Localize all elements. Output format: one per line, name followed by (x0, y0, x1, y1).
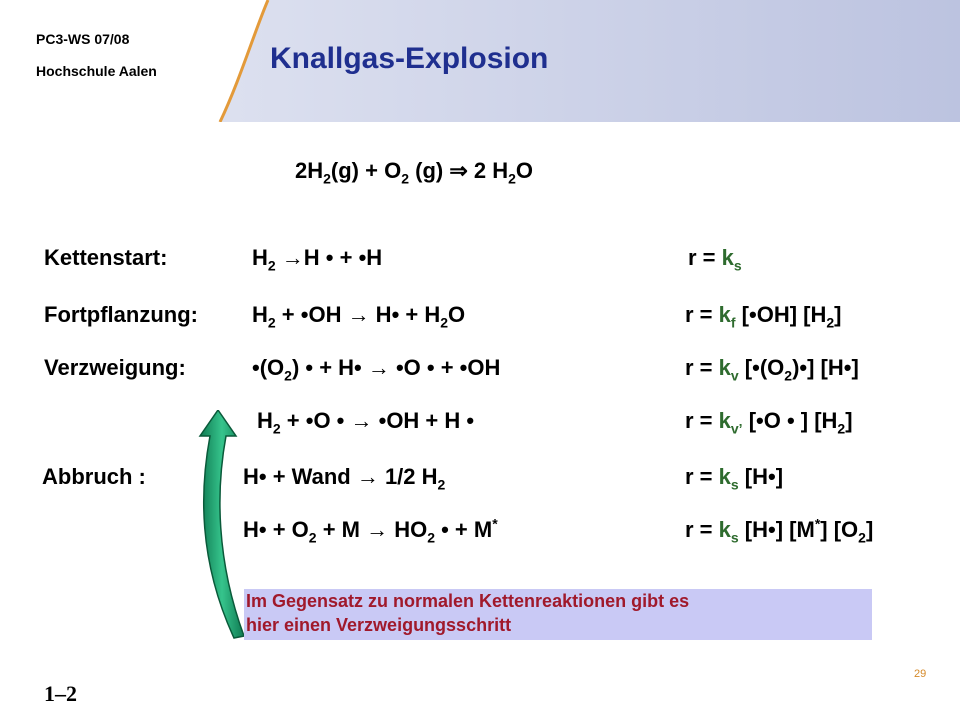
curved-arrow-icon (196, 410, 246, 640)
subscript: f (730, 314, 736, 331)
rate-constant: k (718, 408, 731, 433)
text: H• + O (243, 517, 309, 542)
superscript: * (814, 515, 821, 532)
equation-abbruch-2 (243, 515, 498, 546)
slide-header (0, 0, 960, 122)
text: H (257, 408, 273, 433)
text: 2H (295, 158, 324, 183)
text: ] (834, 302, 842, 327)
rate-abbruch-2 (685, 515, 874, 546)
rate-constant: k (718, 355, 731, 380)
subscript: 2 (437, 476, 446, 493)
subscript: 2 (440, 314, 449, 331)
text: r = (688, 245, 722, 270)
text: O (448, 302, 466, 327)
note-box (244, 589, 872, 640)
text: •(O (252, 355, 285, 380)
note-line-2: hier einen Verzweigungsschritt (246, 615, 512, 635)
text: ] (845, 408, 853, 433)
text: ] [O (820, 517, 859, 542)
subscript: 2 (826, 314, 835, 331)
subscript: 2 (837, 420, 846, 437)
label-kettenstart: Kettenstart: (44, 245, 168, 270)
text: ] (865, 517, 874, 542)
equation-verzweigung-2 (257, 408, 475, 437)
subscript: 2 (784, 367, 793, 384)
subscript: 2 (323, 170, 331, 187)
text: [H•] (738, 464, 784, 489)
equation-fortpflanzung (252, 302, 466, 331)
rate-abbruch-1 (685, 464, 784, 493)
text: )•] [H•] (792, 355, 859, 380)
equation-abbruch-1 (243, 464, 446, 493)
text: • + M (435, 517, 493, 542)
text: r = (685, 355, 719, 380)
text: [•O • ] [H (742, 408, 838, 433)
text: H (252, 245, 268, 270)
text: H• + Wand → 1/2 H (243, 464, 438, 489)
rate-kettenstart (688, 245, 742, 274)
text: [•(O (738, 355, 785, 380)
school-label: Hochschule Aalen (36, 63, 157, 79)
subscript: 2 (508, 170, 516, 187)
subscript: s (730, 476, 739, 493)
subscript: 2 (401, 170, 409, 187)
page-number: 29 (914, 668, 927, 680)
rate-verzweigung-2 (685, 408, 853, 437)
text: r = (685, 517, 719, 542)
text: (g) (409, 158, 450, 183)
rate-constant: k (718, 464, 731, 489)
rate-fortpflanzung (685, 302, 842, 331)
label-abbruch: Abbruch : (42, 464, 146, 489)
course-label: PC3-WS 07/08 (36, 31, 130, 47)
equation-kettenstart (252, 245, 383, 274)
note-line-1: Im Gegensatz zu normalen Kettenreaktionen gibt es (246, 591, 690, 611)
overall-reaction (295, 158, 534, 187)
text: ) • + H• → •O • + •OH (291, 355, 501, 380)
yields-arrow-icon: ⇒ (449, 158, 468, 183)
text: (g) + O (330, 158, 402, 183)
rate-constant: k (721, 245, 734, 270)
label-fortpflanzung: Fortpflanzung: (44, 302, 198, 327)
text: + •OH → H• + H (275, 302, 441, 327)
text: + •O • → •OH + H • (280, 408, 475, 433)
rate-constant: k (718, 302, 731, 327)
text: O (515, 158, 534, 183)
footer-label: 1–2 (44, 681, 77, 706)
text: r = (685, 302, 719, 327)
rate-constant: k (718, 517, 731, 542)
subscript: s (730, 529, 739, 546)
equation-verzweigung-1 (252, 355, 501, 384)
slide-title: Knallgas-Explosion (270, 42, 549, 75)
subscript: 2 (284, 367, 292, 384)
text: [H•] [M (738, 517, 815, 542)
label-verzweigung: Verzweigung: (44, 355, 186, 380)
text: r = (685, 464, 719, 489)
subscript: 2 (427, 529, 435, 546)
subscript: 2 (267, 314, 276, 331)
text: [•OH] [H (735, 302, 827, 327)
subscript: 2 (308, 529, 317, 546)
subscript: s (733, 257, 742, 274)
subscript: v (730, 367, 739, 384)
subscript: v’ (730, 420, 743, 437)
subscript: 2 (858, 529, 866, 546)
text: + M → HO (316, 517, 428, 542)
subscript: 2 (272, 420, 281, 437)
subscript: 2 (267, 257, 276, 274)
text: r = (685, 408, 719, 433)
text: 2 H (467, 158, 509, 183)
superscript: * (492, 515, 498, 532)
text: H (252, 302, 268, 327)
rate-verzweigung-1 (685, 355, 859, 384)
text: →H • + •H (275, 245, 383, 270)
